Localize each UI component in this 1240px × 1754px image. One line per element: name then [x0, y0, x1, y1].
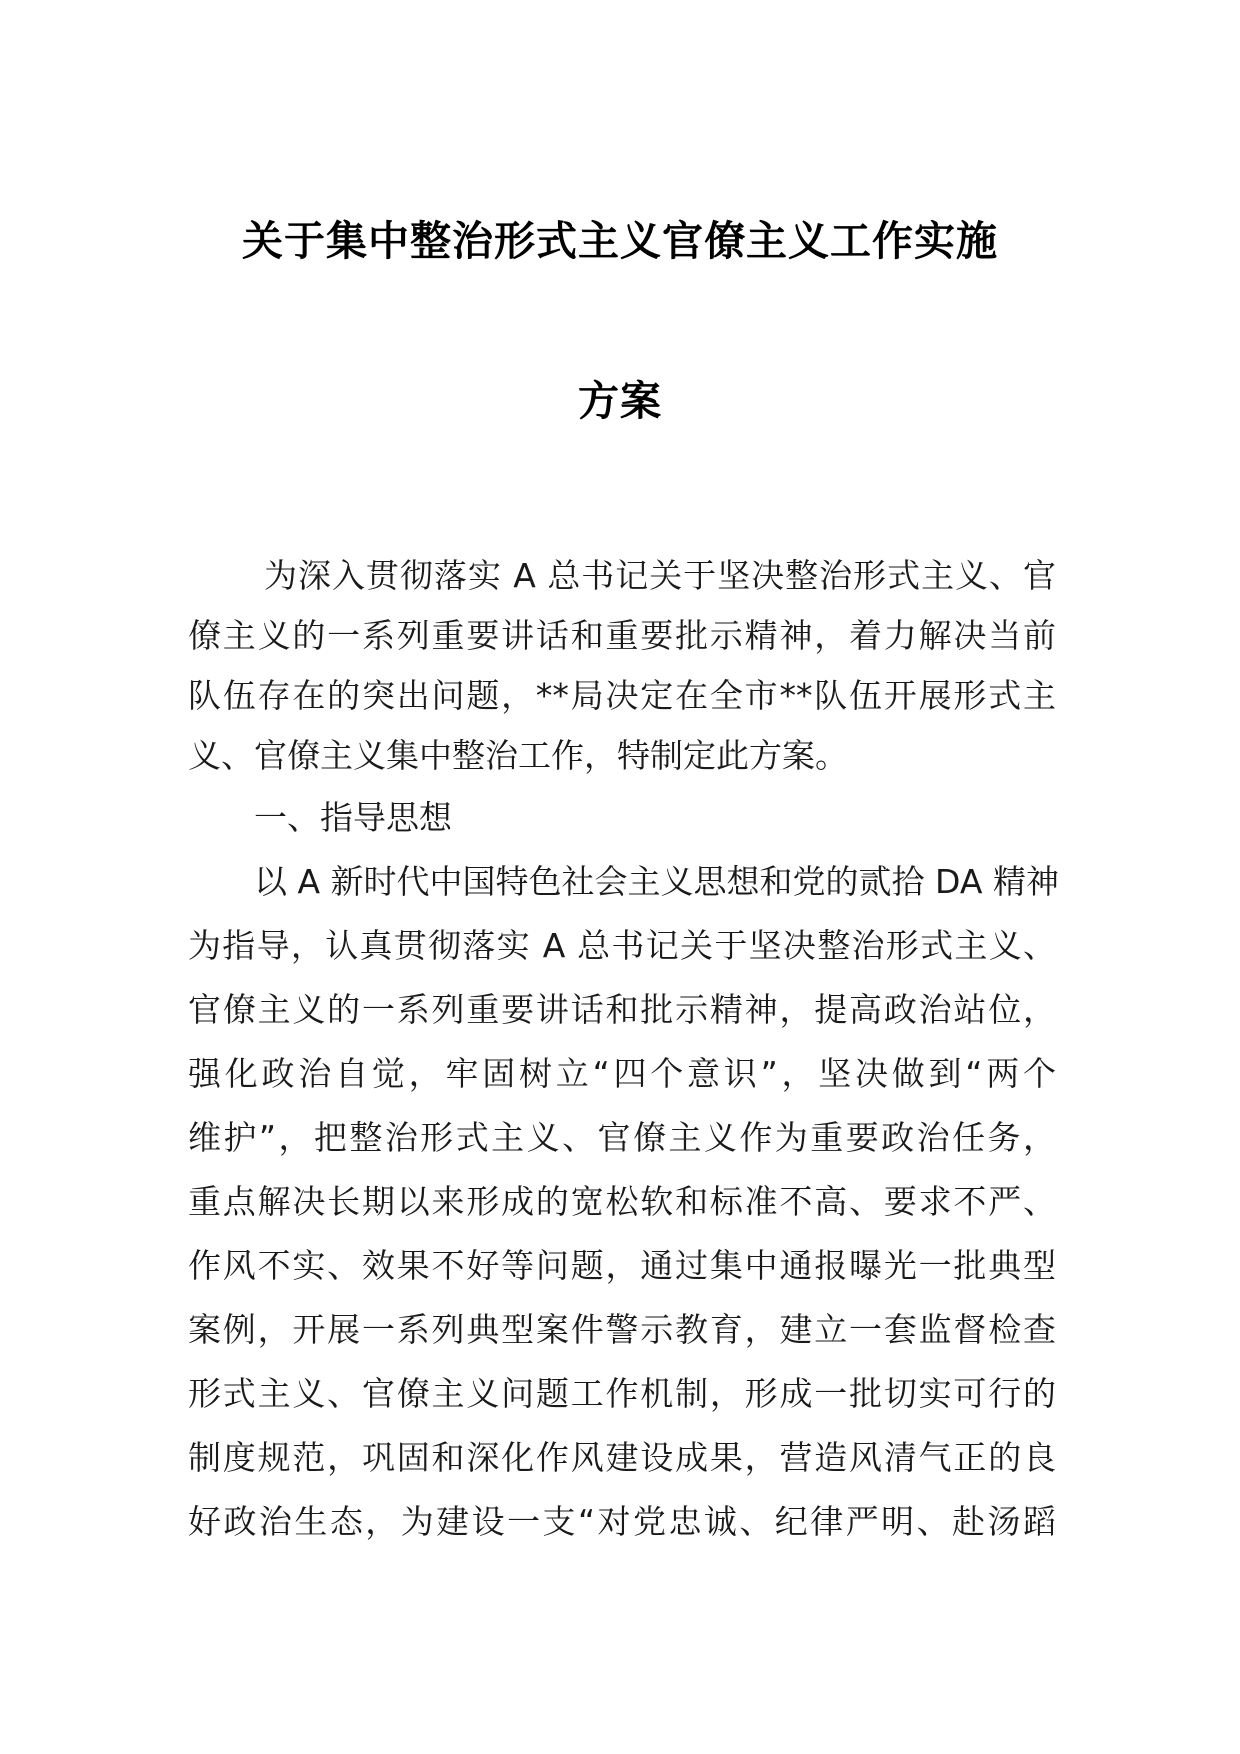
intro-line: 义、官僚主义集中整治工作，特制定此方案。 — [188, 736, 848, 775]
section-line: 作风不实、效果不好等问题，通过集中通报曝光一批典型 — [188, 1246, 1056, 1285]
section-line: 好政治生态，为建设一支“对党忠诚、纪律严明、赴汤蹈 — [188, 1502, 1056, 1541]
section-line: 以 A 新时代中国特色社会主义思想和党的贰拾 DA 精神 — [254, 862, 1059, 901]
intro-line: 队伍存在的突出问题，**局决定在全市**队伍开展形式主 — [188, 676, 1056, 715]
document-title-line-1: 关于集中整治形式主义官僚主义工作实施 — [242, 217, 998, 265]
section-line: 官僚主义的一系列重要讲话和批示精神，提高政治站位， — [188, 990, 1056, 1029]
section-line: 维护”，把整治形式主义、官僚主义作为重要政治任务， — [188, 1118, 1056, 1157]
section-line: 形式主义、官僚主义问题工作机制，形成一批切实可行的 — [188, 1374, 1056, 1413]
section-line: 案例，开展一系列典型案件警示教育，建立一套监督检查 — [188, 1310, 1056, 1349]
intro-line: 为深入贯彻落实 A 总书记关于坚决整治形式主义、官 — [264, 556, 1056, 595]
section-line: 强化政治自觉，牢固树立“四个意识”，坚决做到“两个 — [188, 1054, 1056, 1093]
section-line: 制度规范，巩固和深化作风建设成果，营造风清气正的良 — [188, 1438, 1056, 1477]
intro-line: 僚主义的一系列重要讲话和重要批示精神，着力解决当前 — [188, 616, 1056, 655]
section-heading: 一、指导思想 — [254, 798, 452, 837]
document-title-line-2: 方案 — [578, 377, 662, 425]
section-line: 重点解决长期以来形成的宽松软和标准不高、要求不严、 — [188, 1182, 1056, 1221]
section-line: 为指导，认真贯彻落实 A 总书记关于坚决整治形式主义、 — [188, 926, 1056, 965]
